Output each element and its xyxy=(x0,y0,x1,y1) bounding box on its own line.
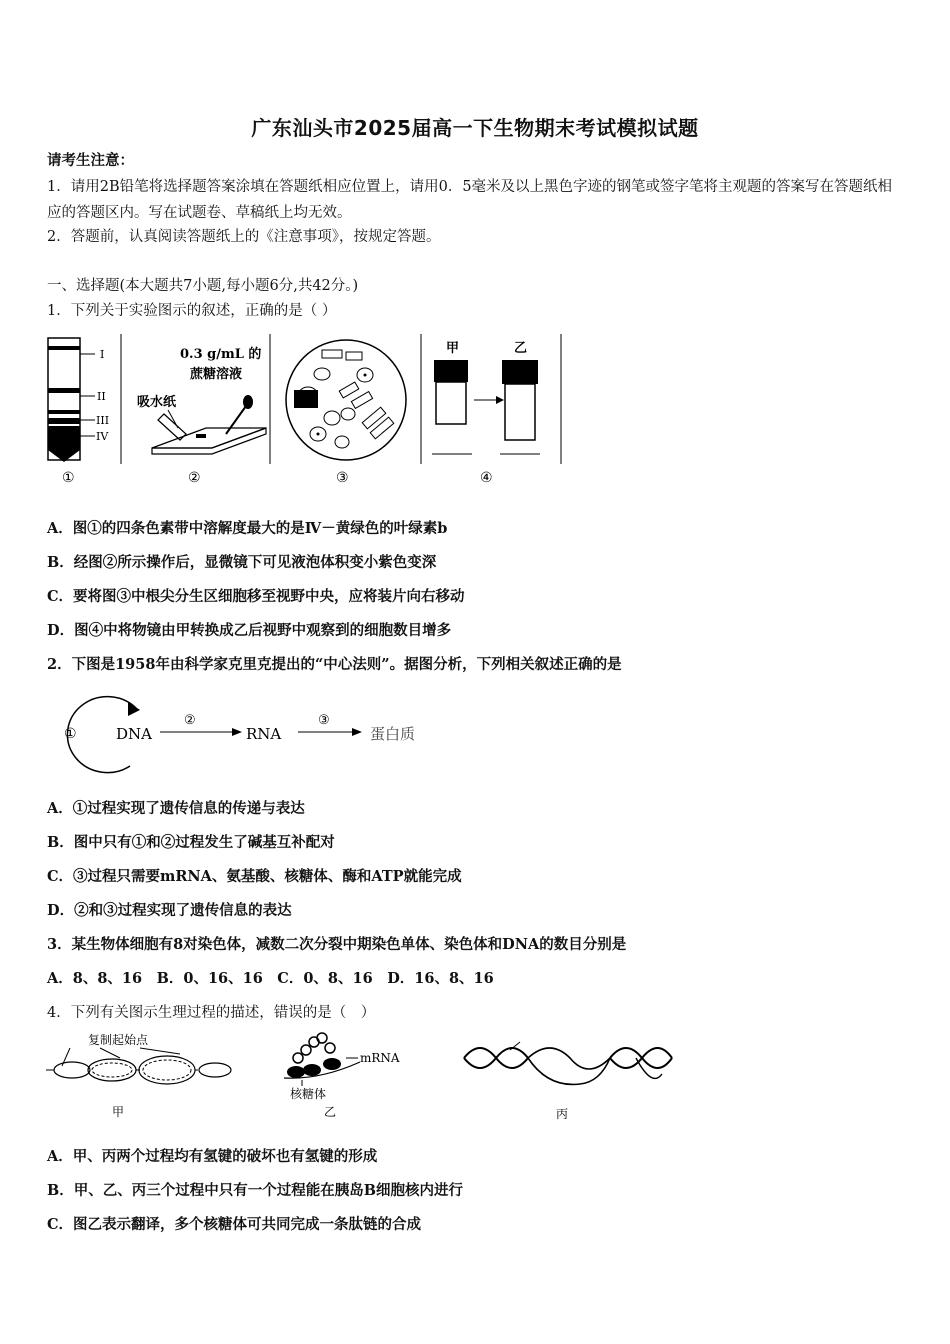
question-2-option-a: A．①过程实现了遗传信息的传递与表达 xyxy=(47,800,305,817)
question-2-stem: 2．下图是1958年由科学家克里克提出的“中心法则”。据图分析，下列相关叙述正确的是 xyxy=(47,656,622,673)
figure-yi-label: 乙 xyxy=(324,1105,337,1119)
panel-number-4: ④ xyxy=(480,470,493,486)
central-dogma-figure xyxy=(48,688,448,778)
objective-lenses xyxy=(432,341,540,486)
question-4-stem: 4．下列有关图示生理过程的描述，错误的是（ ） xyxy=(47,1005,376,1021)
question-1-option-b: B．经图②所示操作后，显微镜下可见液泡体积变小紫色变深 xyxy=(47,554,437,571)
question-2-option-c: C．③过程只需要mRNA、氨基酸、核糖体、酶和ATP就能完成 xyxy=(47,868,462,885)
question-4-option-a: A．甲、丙两个过程均有氢键的破坏也有氢键的形成 xyxy=(47,1148,378,1165)
band-label-2: II xyxy=(97,390,106,403)
microscope-field xyxy=(286,340,406,486)
objective-jia-label: 甲 xyxy=(446,341,460,356)
question-1-option-c: C．要将图③中根尖分生区细胞移至视野中央，应将装片向右移动 xyxy=(47,588,465,605)
double-helix-diagram xyxy=(464,1042,672,1121)
process-1-label: ① xyxy=(64,726,77,742)
sucrose-solution-label: 蔗糖溶液 xyxy=(190,367,243,382)
question-3-options: A．8、8、16 B．0、16、16 C．0、8、16 D．16、8、16 xyxy=(47,970,494,987)
notice-item-2: 2．答题前，认真阅读答题纸上的《注意事项》，按规定答题。 xyxy=(47,229,441,245)
notice-heading: 请考生注意： xyxy=(47,152,134,169)
question-3-stem: 3．某生物体细胞有8对染色体，减数二次分裂中期染色单体、染色体和DNA的数目分别是 xyxy=(47,936,627,953)
dna-label: DNA xyxy=(116,725,152,743)
notice-item-1: 1．请用2B铅笔将选择题答案涂填在答题纸相应位置上，请用0．5毫米及以上黑色字迹的钢笔或签字笔将主观题的答案写在答题纸相应的答题区内。写在试题卷、草稿纸上均无效。 xyxy=(47,179,893,221)
panel-number-2: ② xyxy=(188,470,201,486)
replication-origin-label: 复制起始点 xyxy=(88,1033,149,1047)
question-2-option-d: D．②和③过程实现了遗传信息的表达 xyxy=(47,902,292,919)
question-4-option-c: C．图乙表示翻译，多个核糖体可共同完成一条肽链的合成 xyxy=(47,1216,422,1233)
question-2-option-b: B．图中只有①和②过程发生了碱基互补配对 xyxy=(47,834,335,851)
page-title: 广东汕头市2025届高一下生物期末考试模拟试题 xyxy=(251,116,699,140)
sucrose-concentration-label: 0.3 g/mL 的 xyxy=(180,347,262,362)
process-3-label: ③ xyxy=(318,713,330,728)
band-label-1: I xyxy=(100,348,105,361)
panel-number-3: ③ xyxy=(336,470,349,486)
figure-bing-label: 丙 xyxy=(556,1107,569,1121)
section-heading: 一、选择题(本大题共7小题,每小题6分,共42分。) xyxy=(47,278,359,294)
question-4-option-b: B．甲、乙、丙三个过程中只有一个过程能在胰岛B细胞核内进行 xyxy=(47,1182,464,1199)
replication-bubbles xyxy=(46,1032,231,1119)
rna-label: RNA xyxy=(246,725,282,743)
objective-yi-label: 乙 xyxy=(514,341,528,356)
slide-sucrose-diagram xyxy=(137,346,266,486)
ribosome-label: 核糖体 xyxy=(290,1087,327,1101)
process-2-label: ② xyxy=(184,713,196,728)
panel-number-1: ① xyxy=(62,470,75,486)
question-1-stem: 1．下列关于实验图示的叙述，正确的是（ ） xyxy=(47,303,337,319)
mrna-label: mRNA xyxy=(360,1051,400,1065)
blotting-paper-label: 吸水纸 xyxy=(137,395,177,410)
protein-label: 蛋白质 xyxy=(370,725,416,743)
question-1-figure xyxy=(40,330,580,490)
question-1-option-a: A．图①的四条色素带中溶解度最大的是Ⅳ－黄绿色的叶绿素b xyxy=(47,520,448,537)
band-label-3: III xyxy=(96,414,110,427)
question-1-option-d: D．图④中将物镜由甲转换成乙后视野中观察到的细胞数目增多 xyxy=(47,622,452,639)
figure-jia-label: 甲 xyxy=(112,1105,125,1119)
chromatography-strip xyxy=(48,338,109,486)
translation-diagram xyxy=(284,1033,400,1119)
band-label-4: IV xyxy=(96,430,109,443)
question-4-figure xyxy=(40,1028,680,1128)
